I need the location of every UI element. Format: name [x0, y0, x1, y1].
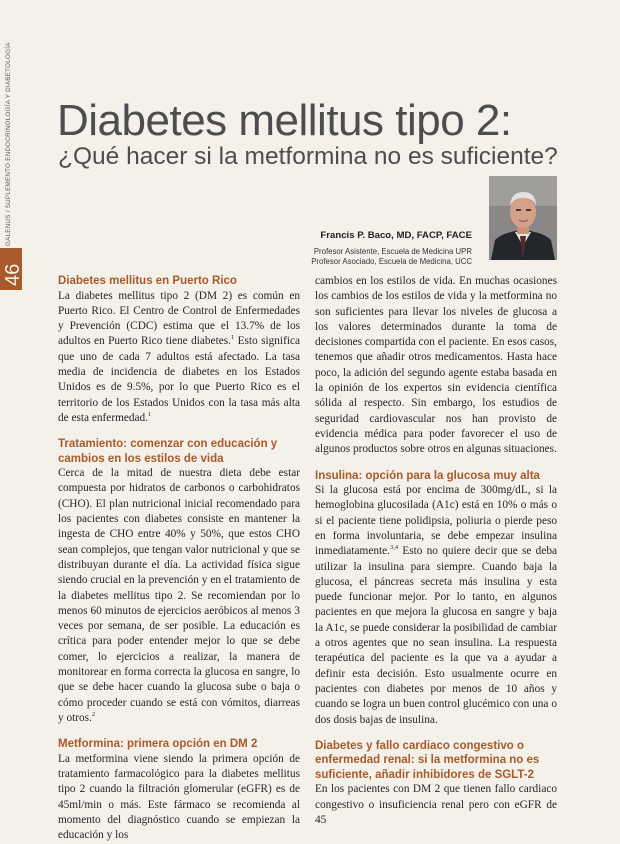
paragraph: En los pacientes con DM 2 que tienen fallo cardiaco congestivo o insuficiencia renal pero con eGFR de 45 — [315, 783, 557, 826]
footnote-ref: 1 — [230, 334, 235, 342]
section-heading-metformina: Metformina: primera opción en DM 2 — [58, 738, 258, 751]
section-heading-diabetes-puerto-rico: Diabetes mellitus en Puerto Rico — [58, 275, 237, 287]
paragraph: La metformina viene siendo la primera opción de tratamiento farmacológico para la diabetes mellitus tipo 2 cuando la filtración glomerular (eGFR) es de 45ml/min o más. Este fármaco se recomienda al momento del diagnóstico cuando se empiezan la educación y los — [58, 752, 300, 842]
footnote-ref: 3,4 — [389, 544, 399, 552]
page-number: 46 — [2, 263, 24, 286]
footnote-ref: 1 — [148, 411, 152, 419]
section-heading-insulina: Insulina: opción para la glucosa muy alta — [315, 469, 540, 482]
publication-label: GALENUS / SUPLEMENTO ENDOCRINOLOGÍA Y DIABETOLOGÍA — [5, 42, 12, 246]
paragraph: cambios en los estilos de vida. En muchas ocasiones los cambios de los estilos de vida y la metformina no son suficientes para llevar los niveles de glucosa a los valores determinados durante la toma de decisiones compartida con el paciente. En esos casos, tenemos que añadir otros medicamentos. Hasta hace poco, la adición del segundo agente estaba basada en la opinión de los expertos sin evidencia científica sólida al respecto. Sin embargo, los estudios de seguridad cardiovascular nos han provisto de evidencia médica para poder favorecer el uso de algunos productos sobre otros en algunas situaciones. — [315, 275, 557, 456]
left-column — [58, 274, 300, 844]
article-title: Diabetes mellitus tipo 2: — [57, 96, 512, 145]
author-name: Francis P. Baco, MD, FACP, FACE — [320, 230, 472, 241]
right-column — [315, 274, 557, 828]
paragraph — [58, 466, 300, 726]
author-photo — [489, 176, 557, 260]
author-portrait-graphic — [489, 176, 557, 260]
text-run: Si la glucosa está por encima de 300mg/dL, si la hemoglobina glucosilada (A1c) está en 10% o más o si el paciente tiene polidipsia, poliuria o pierde peso en forma involuntaria, se debe empezar insulina inmediatamente. — [315, 484, 557, 558]
text-run: Esto significa que uno de cada 7 adultos está afectado. La tasa media de incidencia de diabetes en los Estados Unidos es de 9.5%, por lo que Puerto Rico es el territorio de los Estados Unidos con la tasa más alta de esta enfermedad. — [58, 335, 300, 424]
text-run: La diabetes mellitus tipo 2 (DM 2) es común en Puerto Rico. El Centro de Control de Enfermedades y Prevención (CDC) estima que el 13.7% de los adultos en Puerto Rico tiene diabetes. — [58, 289, 300, 348]
text-run: Cerca de la mitad de nuestra dieta debe estar compuesta por hidratos de carbonos o carbohidratos (CHO). El plan nutricional inicial recomendado para los pacientes con diabetes consiste en mantener la ingesta de CHO entre 40% y 50%, que estos CHO sean complejos, que tengan valor nutricional y que se distribuyan durante el día. La actividad física sigue siendo crucial en la prevención y en el tratamiento de la diabetes mellitus tipo 2. Se recomiendan por lo menos 60 minutos de ejercicios aeróbicos al menos 3 veces por semana, de ser posible. La educación es crítica para poder entender mejor lo que se debe comer, lo ejercicios a realizar, la manera de monitorear en forma correcta la glucosa en sangre, lo que se debe hacer cuando la glucosa sube o baja o cómo proceder cuando se está con vómitos, diarreas y otros. — [58, 467, 300, 724]
author-block — [311, 230, 472, 267]
author-affiliation-1: Profesor Asistente, Escuela de Medicina UPR — [313, 247, 472, 256]
text-run: Esto no quiere decir que se deba utilizar la insulina para siempre. Cuando baja la glucosa, el páncreas secreta más insulina y esta puede funcionar mejor. Por lo tanto, en algunos pacientes en que mejora la glucosa en sangre y baja la A1c, se puede considerar la posibilidad de cambiar a otros agentes que no sean insulina. La respuesta terapéutica del paciente es la que va a ayudar a definir esta decisión. Esto usualmente ocurre en pacientes con diabetes por menos de 10 años y cuando se logra un buen control glucémico con una o dos dosis bajas de insulina. — [315, 545, 557, 726]
section-heading-fallo-cardiaco: Diabetes y fallo cardiaco congestivo o enfermedad renal: si la metformina no es suficiente, añadir inhibidores de SGLT-2 — [315, 739, 540, 781]
paragraph — [315, 483, 557, 728]
article-subtitle: ¿Qué hacer si la metformina no es suficiente? — [58, 143, 558, 170]
paragraph — [58, 289, 300, 427]
footnote-ref: 2 — [91, 711, 96, 719]
section-heading-tratamiento: Tratamiento: comenzar con educación y cambios en los estilos de vida — [58, 438, 278, 465]
side-margin — [0, 0, 24, 802]
author-affiliation-2: Profesor Asociado, Escuela de Medicina, UCC — [311, 257, 472, 266]
